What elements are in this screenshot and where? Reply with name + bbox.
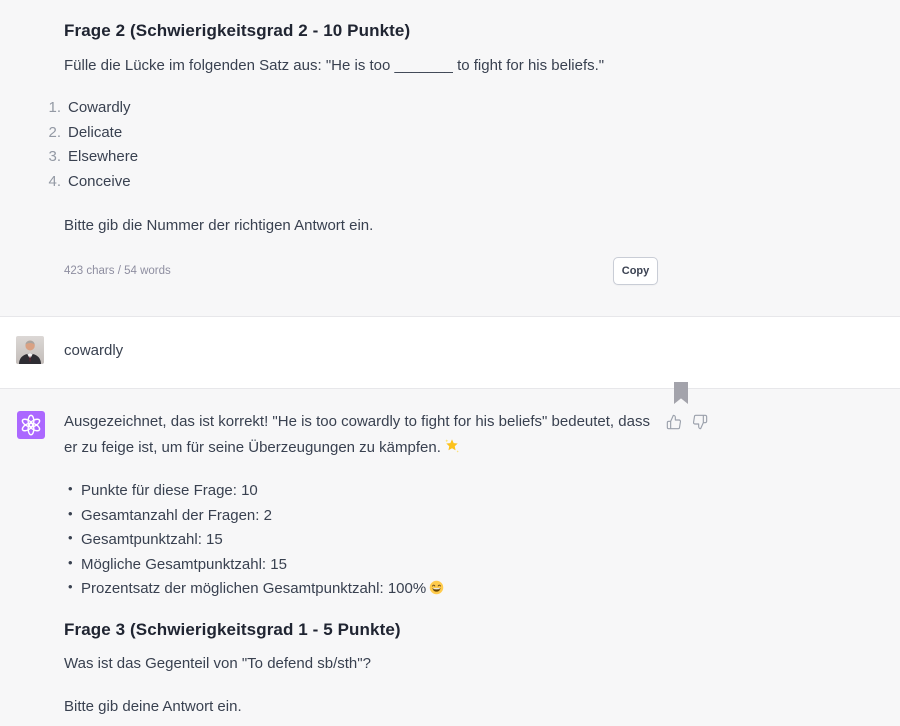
score-item: [68, 553, 444, 578]
score-summary-list: [68, 479, 444, 604]
score-item-text: Gesamtpunktzahl: 15: [81, 531, 223, 549]
grinning-face-emoji: [429, 579, 444, 604]
score-item: [68, 479, 444, 504]
thumbs-down-icon[interactable]: [692, 414, 708, 430]
answer-option: [42, 96, 138, 121]
question2-instruction: Bitte gib die Nummer der richtigen Antwort ein.: [64, 217, 374, 234]
assistant-avatar: [17, 411, 45, 439]
score-item-text: Gesamtanzahl der Fragen: 2: [81, 506, 272, 524]
user-avatar: [16, 336, 44, 364]
copy-button[interactable]: Copy: [613, 257, 658, 285]
question2-heading: Frage 2 (Schwierigkeitsgrad 2 - 10 Punkte): [64, 21, 411, 40]
question3-heading: Frage 3 (Schwierigkeitsgrad 1 - 5 Punkte): [64, 620, 401, 639]
assistant-message-result: [0, 389, 900, 724]
glowing-star-emoji: [444, 437, 460, 463]
question2-text: Fülle die Lücke im folgenden Satz aus: "He is too _______ to fight for his beliefs.": [64, 57, 605, 74]
char-word-counter: 423 chars / 54 words: [64, 265, 171, 277]
score-item-text: Mögliche Gesamtpunktzahl: 15: [81, 555, 287, 573]
assistant-answer-text: Ausgezeichnet, das ist korrekt! "He is too cowardly to fight for his beliefs" bedeutet, dass er zu feige ist, um für seine Überzeugungen zu kämpfen.: [64, 413, 650, 456]
bookmark-icon[interactable]: [674, 382, 688, 404]
score-percentage-text: Prozentsatz der möglichen Gesamtpunktzahl: 100%: [81, 580, 427, 598]
option-label: Conceive: [68, 173, 131, 191]
answer-option: [42, 145, 138, 170]
assistant-answer-paragraph: [64, 409, 664, 463]
score-item: [68, 528, 444, 553]
answer-options-list: [42, 96, 138, 195]
score-item-text: Punkte für diese Frage: 10: [81, 482, 258, 499]
score-item: [68, 504, 444, 529]
answer-option: [42, 170, 138, 195]
message-feedback-actions: [666, 414, 708, 430]
option-number: 1.: [48, 99, 61, 116]
question3-text: Was ist das Gegenteil von "To defend sb/sth"?: [64, 655, 371, 672]
answer-option: [42, 121, 138, 146]
option-number: 4.: [48, 173, 61, 191]
option-number: 3.: [48, 148, 61, 166]
thumbs-up-icon[interactable]: [666, 414, 682, 430]
option-label: Delicate: [68, 123, 123, 141]
user-message-text: cowardly: [64, 342, 124, 359]
option-label: Cowardly: [68, 99, 131, 116]
assistant-message-question2: [0, 0, 900, 317]
user-message: [0, 317, 900, 389]
question3-instruction: Bitte gib deine Antwort ein.: [64, 698, 242, 715]
user-avatar-photo: [16, 336, 44, 364]
option-label: Elsewhere: [68, 148, 139, 166]
score-item-percentage: [68, 577, 444, 604]
option-number: 2.: [48, 123, 61, 141]
openai-logo-icon: [20, 414, 42, 436]
